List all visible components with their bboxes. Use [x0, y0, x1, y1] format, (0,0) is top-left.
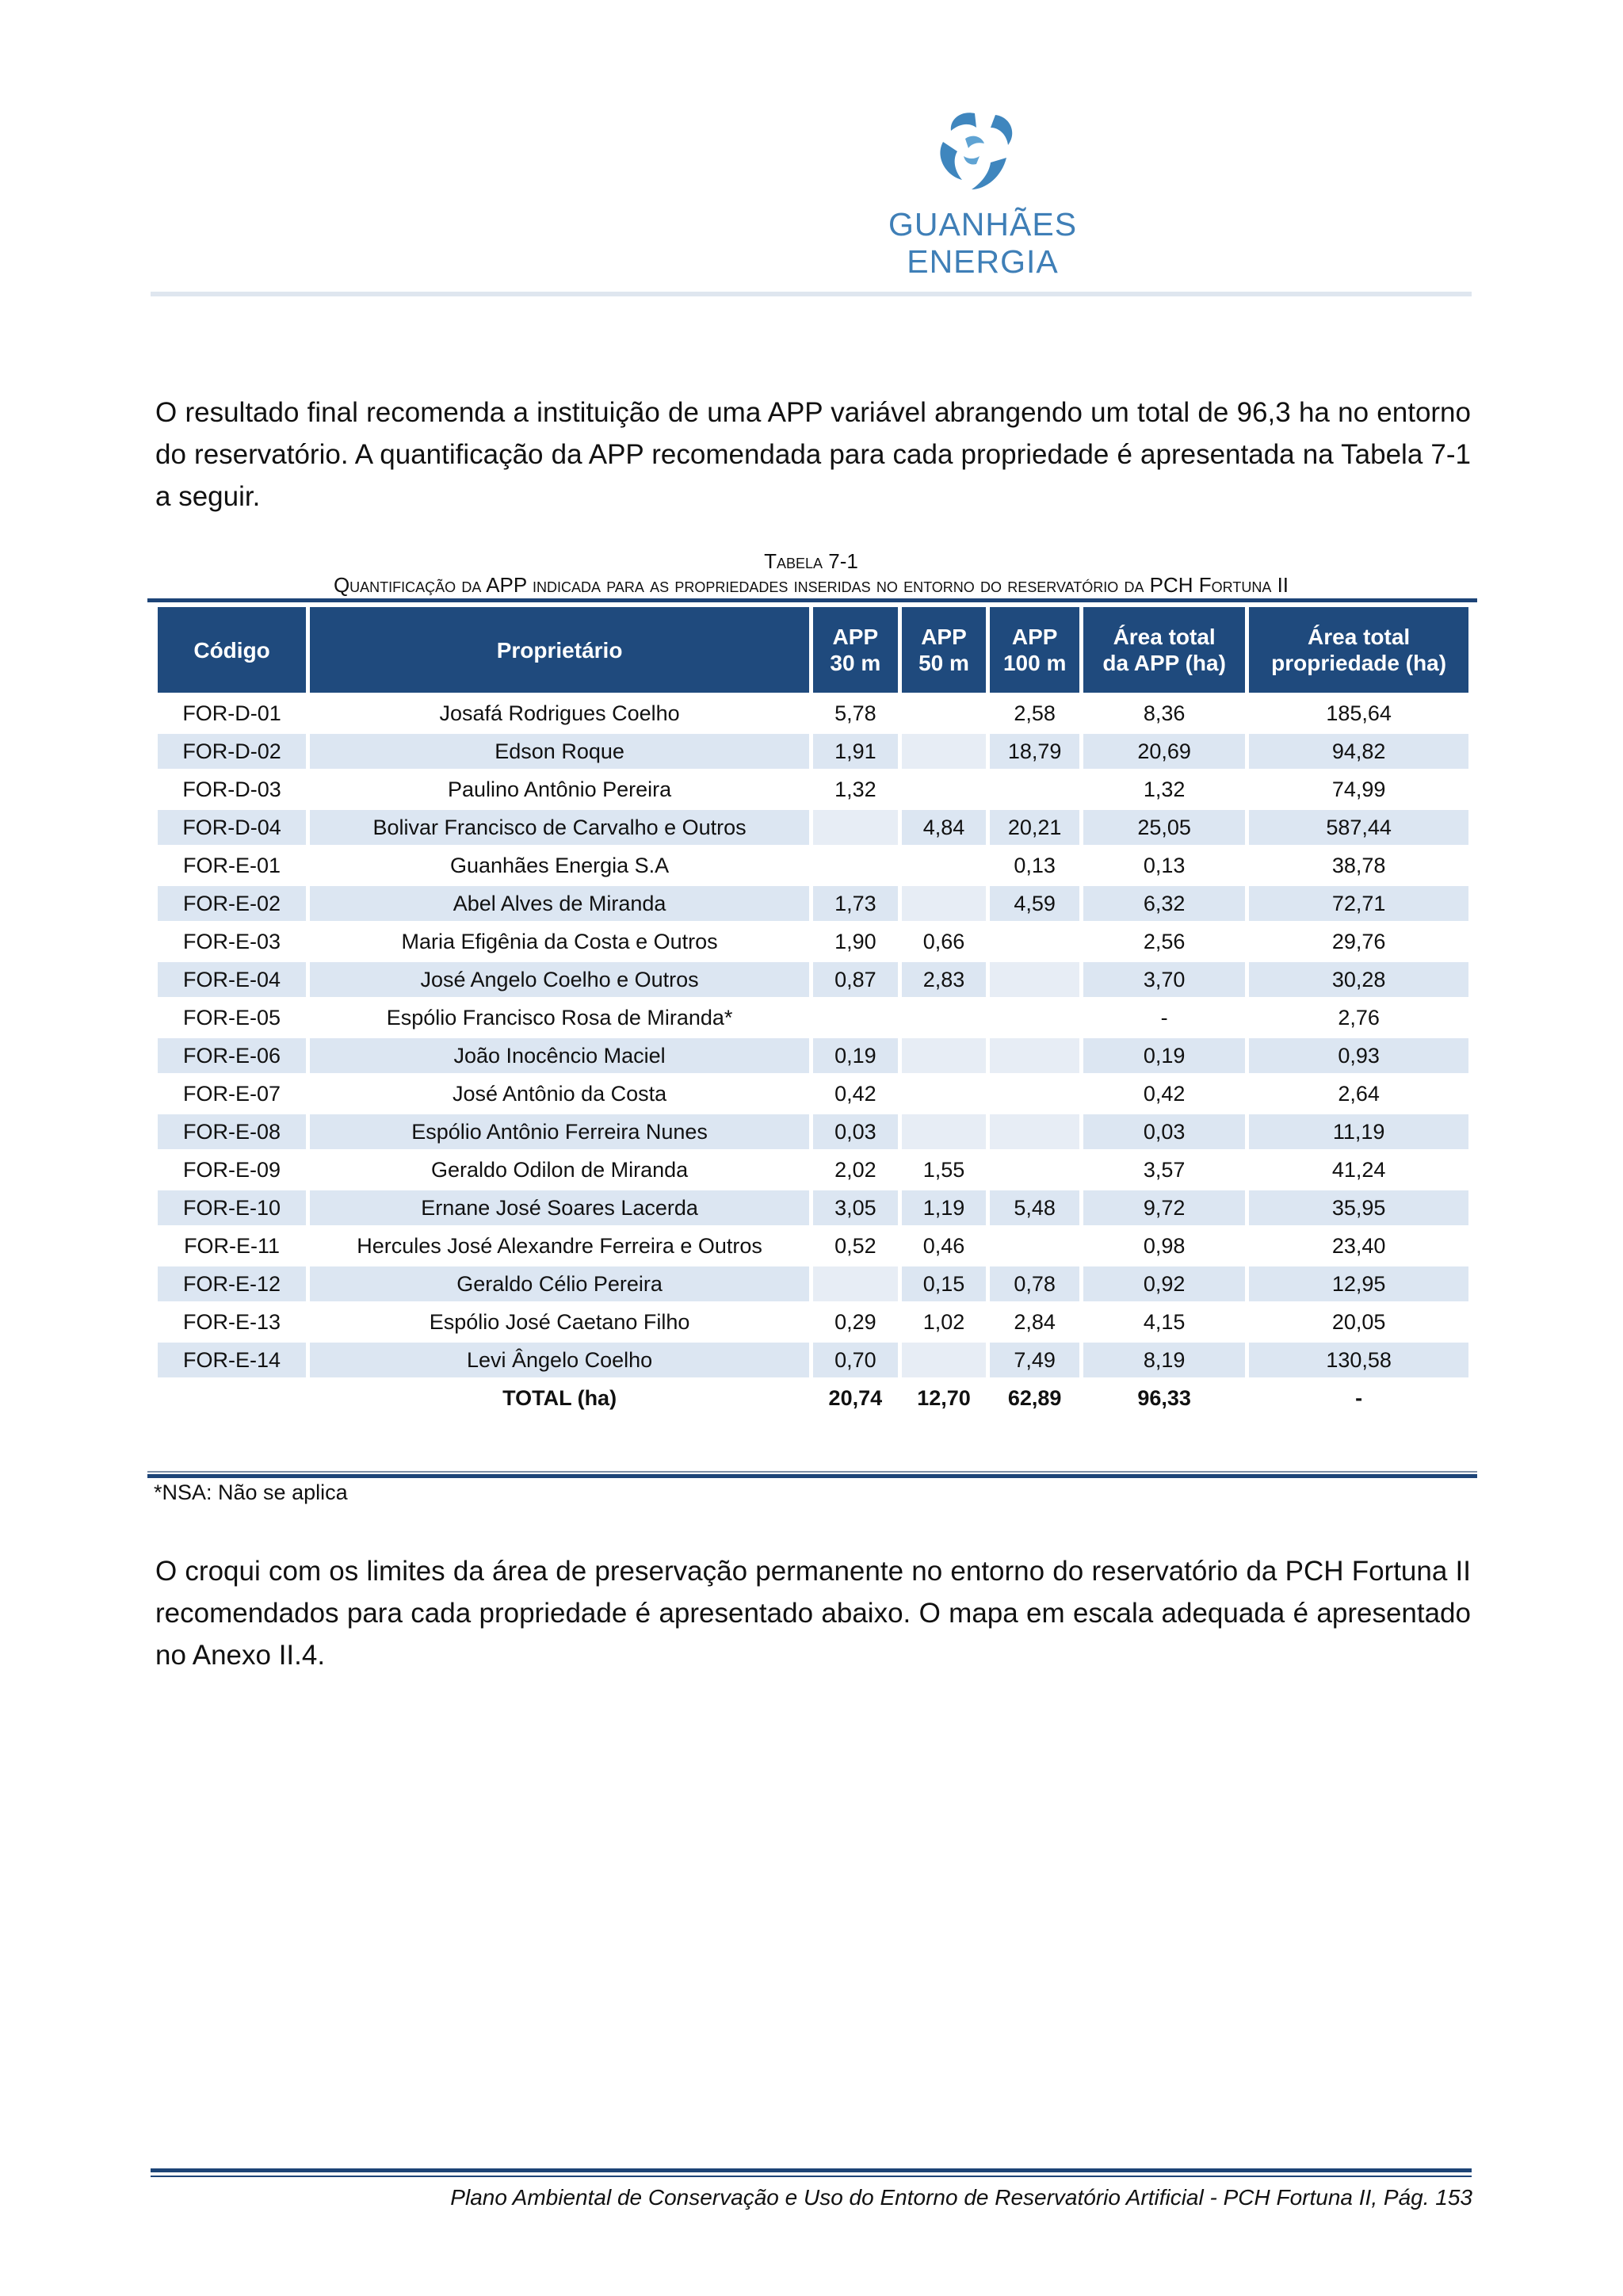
logo-text: GUANHÃES ENERGIA: [888, 206, 1078, 280]
cell-app-100m: 18,79: [990, 734, 1079, 769]
cell-codigo: FOR-E-02: [158, 886, 306, 921]
cell-app-30m: 1,32: [834, 777, 876, 801]
table-row: [158, 1190, 1468, 1225]
total-area-total-propriedade: -: [1355, 1385, 1363, 1410]
cell-area-total-app: 20,69: [1083, 734, 1245, 769]
cell-area-total-app: 3,70: [1083, 962, 1245, 997]
header-app-100m: APP 100 m: [990, 607, 1079, 693]
cell-area-total-app: 3,57: [1143, 1157, 1186, 1182]
header-area-total-app: Área total da APP (ha): [1083, 607, 1245, 693]
table-bottom-rule: [147, 1474, 1477, 1478]
cell-area-total-propriedade: 38,78: [1331, 853, 1386, 877]
cell-app-100m: [990, 1000, 1079, 1035]
table-header-row: [158, 607, 1468, 693]
cell-area-total-propriedade: 74,99: [1331, 777, 1386, 801]
guanhaes-swirl-icon: [919, 107, 1046, 202]
cell-codigo: FOR-E-12: [158, 1266, 306, 1301]
table-row: [158, 1152, 1468, 1187]
cell-area-total-app: 1,32: [1143, 777, 1186, 801]
header-proprietario: Proprietário: [310, 607, 809, 693]
total-app-100m: 62,89: [1007, 1385, 1062, 1410]
cell-area-total-app: 0,92: [1083, 1266, 1245, 1301]
cell-proprietario: Espólio José Caetano Filho: [429, 1309, 690, 1334]
cell-area-total-propriedade: 20,05: [1331, 1309, 1386, 1334]
table-row: [158, 1000, 1468, 1035]
cell-app-30m: [813, 1000, 898, 1035]
cell-app-100m: 2,58: [1014, 701, 1056, 725]
cell-app-30m: 0,03: [813, 1114, 898, 1149]
cell-app-30m: 1,90: [834, 929, 876, 953]
cell-proprietario: José Angelo Coelho e Outros: [310, 962, 809, 997]
cell-codigo: FOR-D-04: [158, 810, 306, 845]
table-row: [158, 1038, 1468, 1073]
cell-area-total-propriedade: 72,71: [1249, 886, 1468, 921]
header-app-30m: APP 30 m: [813, 607, 898, 693]
table-row: [158, 924, 1468, 959]
cell-codigo: FOR-E-10: [158, 1190, 306, 1225]
cell-area-total-propriedade: 23,40: [1331, 1233, 1386, 1258]
cell-proprietario: Bolivar Francisco de Carvalho e Outros: [310, 810, 809, 845]
cell-app-50m: [902, 772, 987, 807]
cell-proprietario: Espólio Antônio Ferreira Nunes: [310, 1114, 809, 1149]
cell-area-total-app: -: [1160, 1005, 1168, 1030]
cell-app-100m: [990, 1076, 1079, 1111]
cell-app-30m: [813, 810, 898, 845]
cell-app-30m: 0,19: [813, 1038, 898, 1073]
table-row: [158, 848, 1468, 883]
cell-codigo: FOR-E-01: [183, 853, 281, 877]
cell-app-50m: [902, 1076, 987, 1111]
cell-app-30m: 0,42: [834, 1081, 876, 1106]
cell-codigo: FOR-E-06: [158, 1038, 306, 1073]
total-empty-cell: [158, 1381, 306, 1415]
cell-app-100m: [990, 1228, 1079, 1263]
cell-area-total-propriedade: 185,64: [1326, 701, 1392, 725]
cell-area-total-app: 9,72: [1083, 1190, 1245, 1225]
cell-codigo: FOR-D-03: [182, 777, 281, 801]
cell-proprietario: João Inocêncio Maciel: [310, 1038, 809, 1073]
cell-app-50m: [902, 886, 987, 921]
table-footnote: *NSA: Não se aplica: [154, 1480, 348, 1504]
table-row: [158, 734, 1468, 769]
cell-codigo: FOR-E-05: [183, 1005, 281, 1030]
header-area-total-propriedade: Área total propriedade (ha): [1249, 607, 1468, 693]
cell-app-100m: 4,59: [990, 886, 1079, 921]
cell-proprietario: Edson Roque: [310, 734, 809, 769]
table-row: [158, 1076, 1468, 1111]
table-body: [158, 696, 1468, 1415]
cell-app-30m: [813, 848, 898, 883]
cell-area-total-app: 6,32: [1083, 886, 1245, 921]
closing-paragraph: O croqui com os limites da área de preservação permanente no entorno do reservatório da PCH Fortuna II recomendados para cada propriedade é apresentado abaixo. O mapa em escala adequada é apresentado no Anexo II.4.: [155, 1556, 1471, 1671]
table-row: [158, 886, 1468, 921]
cell-proprietario: Geraldo Célio Pereira: [310, 1266, 809, 1301]
cell-area-total-app: 8,36: [1143, 701, 1186, 725]
cell-app-50m: 1,19: [902, 1190, 987, 1225]
cell-area-total-propriedade: 0,93: [1249, 1038, 1468, 1073]
cell-app-100m: [990, 1038, 1079, 1073]
cell-app-50m: [902, 734, 987, 769]
total-proprietario: TOTAL (ha): [502, 1385, 617, 1410]
cell-app-100m: 7,49: [990, 1343, 1079, 1377]
table-row: [158, 1228, 1468, 1263]
table-row: [158, 696, 1468, 731]
cell-app-30m: [813, 1266, 898, 1301]
cell-area-total-app: 0,13: [1143, 853, 1186, 877]
cell-proprietario: Hercules José Alexandre Ferreira e Outros: [357, 1233, 762, 1258]
cell-app-100m: [990, 924, 1079, 959]
table-row: [158, 772, 1468, 807]
cell-area-total-app: 2,56: [1143, 929, 1186, 953]
cell-app-50m: [902, 696, 987, 731]
cell-app-50m: 0,66: [922, 929, 965, 953]
cell-app-30m: 0,70: [813, 1343, 898, 1377]
table-top-rule: [147, 598, 1477, 602]
cell-app-50m: [902, 1038, 987, 1073]
header-codigo: Código: [158, 607, 306, 693]
cell-app-50m: 4,84: [902, 810, 987, 845]
cell-app-100m: [990, 1152, 1079, 1187]
cell-area-total-propriedade: 94,82: [1249, 734, 1468, 769]
table-row: [158, 1343, 1468, 1377]
table-title: Quantificação da APP indicada para as propriedades inseridas no entorno do reservatório da PCH Fortuna II: [333, 573, 1289, 597]
cell-codigo: FOR-E-11: [184, 1233, 281, 1258]
cell-area-total-propriedade: 30,28: [1249, 962, 1468, 997]
table-row: [158, 810, 1468, 845]
table-total-row: [158, 1381, 1468, 1415]
cell-area-total-propriedade: 2,64: [1338, 1081, 1380, 1106]
cell-area-total-propriedade: 41,24: [1331, 1157, 1386, 1182]
cell-codigo: FOR-E-04: [158, 962, 306, 997]
cell-app-100m: [990, 1114, 1079, 1149]
cell-area-total-propriedade: 2,76: [1338, 1005, 1380, 1030]
cell-app-100m: 5,48: [990, 1190, 1079, 1225]
cell-app-100m: 0,78: [990, 1266, 1079, 1301]
cell-proprietario: Josafá Rodrigues Coelho: [439, 701, 680, 725]
cell-app-50m: [902, 848, 987, 883]
cell-area-total-propriedade: 587,44: [1249, 810, 1468, 845]
cell-codigo: FOR-E-13: [183, 1309, 281, 1334]
header-app-50m: APP 50 m: [902, 607, 987, 693]
cell-proprietario: Espólio Francisco Rosa de Miranda*: [386, 1005, 733, 1030]
cell-proprietario: Geraldo Odilon de Miranda: [430, 1157, 689, 1182]
cell-proprietario: Guanhães Energia S.A: [449, 853, 670, 877]
table-bottom-thin-rule: [147, 1471, 1477, 1473]
cell-app-100m: 20,21: [990, 810, 1079, 845]
cell-area-total-app: 25,05: [1083, 810, 1245, 845]
cell-codigo: FOR-E-09: [183, 1157, 281, 1182]
cell-area-total-app: 0,98: [1143, 1233, 1186, 1258]
cell-app-30m: 3,05: [813, 1190, 898, 1225]
cell-app-50m: 2,83: [902, 962, 987, 997]
cell-codigo: FOR-D-02: [158, 734, 306, 769]
cell-area-total-app: 0,42: [1143, 1081, 1186, 1106]
table-row: [158, 1114, 1468, 1149]
cell-proprietario: José Antônio da Costa: [452, 1081, 667, 1106]
cell-proprietario: Paulino Antônio Pereira: [447, 777, 672, 801]
cell-codigo: FOR-E-08: [158, 1114, 306, 1149]
cell-area-total-propriedade: 12,95: [1249, 1266, 1468, 1301]
cell-app-100m: [990, 962, 1079, 997]
cell-app-30m: 1,73: [813, 886, 898, 921]
cell-codigo: FOR-E-07: [183, 1081, 281, 1106]
cell-app-50m: 0,15: [902, 1266, 987, 1301]
cell-proprietario: Levi Ângelo Coelho: [310, 1343, 809, 1377]
cell-area-total-app: 8,19: [1083, 1343, 1245, 1377]
cell-proprietario: Abel Alves de Miranda: [310, 886, 809, 921]
cell-codigo: FOR-E-03: [183, 929, 281, 953]
cell-area-total-app: 0,03: [1083, 1114, 1245, 1149]
app-quantification-table: [154, 604, 1472, 1419]
cell-proprietario: Maria Efigênia da Costa e Outros: [401, 929, 718, 953]
total-app-50m: 12,70: [917, 1385, 971, 1410]
footer-rule: [151, 2168, 1472, 2172]
header-divider: [151, 292, 1472, 296]
cell-app-100m: 2,84: [1014, 1309, 1056, 1334]
table-row: [158, 962, 1468, 997]
cell-app-50m: [902, 1114, 987, 1149]
cell-app-30m: 0,87: [813, 962, 898, 997]
cell-app-30m: 0,52: [834, 1233, 876, 1258]
cell-area-total-app: 4,15: [1143, 1309, 1186, 1334]
table-row: [158, 1266, 1468, 1301]
cell-app-50m: 0,46: [922, 1233, 965, 1258]
cell-app-100m: 0,13: [1014, 853, 1056, 877]
cell-area-total-propriedade: 35,95: [1249, 1190, 1468, 1225]
cell-app-50m: [902, 1343, 987, 1377]
table-label: Tabela 7-1: [764, 549, 858, 573]
cell-codigo: FOR-D-01: [182, 701, 281, 725]
cell-area-total-app: 0,19: [1083, 1038, 1245, 1073]
cell-area-total-propriedade: 11,19: [1249, 1114, 1468, 1149]
cell-app-30m: 5,78: [834, 701, 876, 725]
intro-paragraph: O resultado final recomenda a instituição de uma APP variável abrangendo um total de 96,3 ha no entorno do reservatório. A quantificação da APP recomendada para cada propriedade é apresentada na Tabela 7-1 a seguir.: [155, 397, 1471, 512]
total-area-total-app: 96,33: [1137, 1385, 1191, 1410]
total-app-30m: 20,74: [828, 1385, 883, 1410]
table-row: [158, 1305, 1468, 1339]
cell-app-30m: 2,02: [834, 1157, 876, 1182]
cell-area-total-propriedade: 29,76: [1331, 929, 1386, 953]
cell-app-50m: 1,55: [922, 1157, 965, 1182]
cell-proprietario: Ernane José Soares Lacerda: [310, 1190, 809, 1225]
cell-app-30m: 0,29: [834, 1309, 876, 1334]
cell-area-total-propriedade: 130,58: [1249, 1343, 1468, 1377]
cell-app-50m: 1,02: [922, 1309, 965, 1334]
page-footer: Plano Ambiental de Conservação e Uso do Entorno de Reservatório Artificial - PCH Fortuna II, Pág. 153: [450, 2185, 1472, 2210]
cell-app-100m: [990, 772, 1079, 807]
cell-app-50m: [902, 1000, 987, 1035]
footer-rule-thin: [151, 2176, 1472, 2177]
cell-app-30m: 1,91: [813, 734, 898, 769]
company-logo: [816, 107, 1149, 280]
cell-codigo: FOR-E-14: [158, 1343, 306, 1377]
